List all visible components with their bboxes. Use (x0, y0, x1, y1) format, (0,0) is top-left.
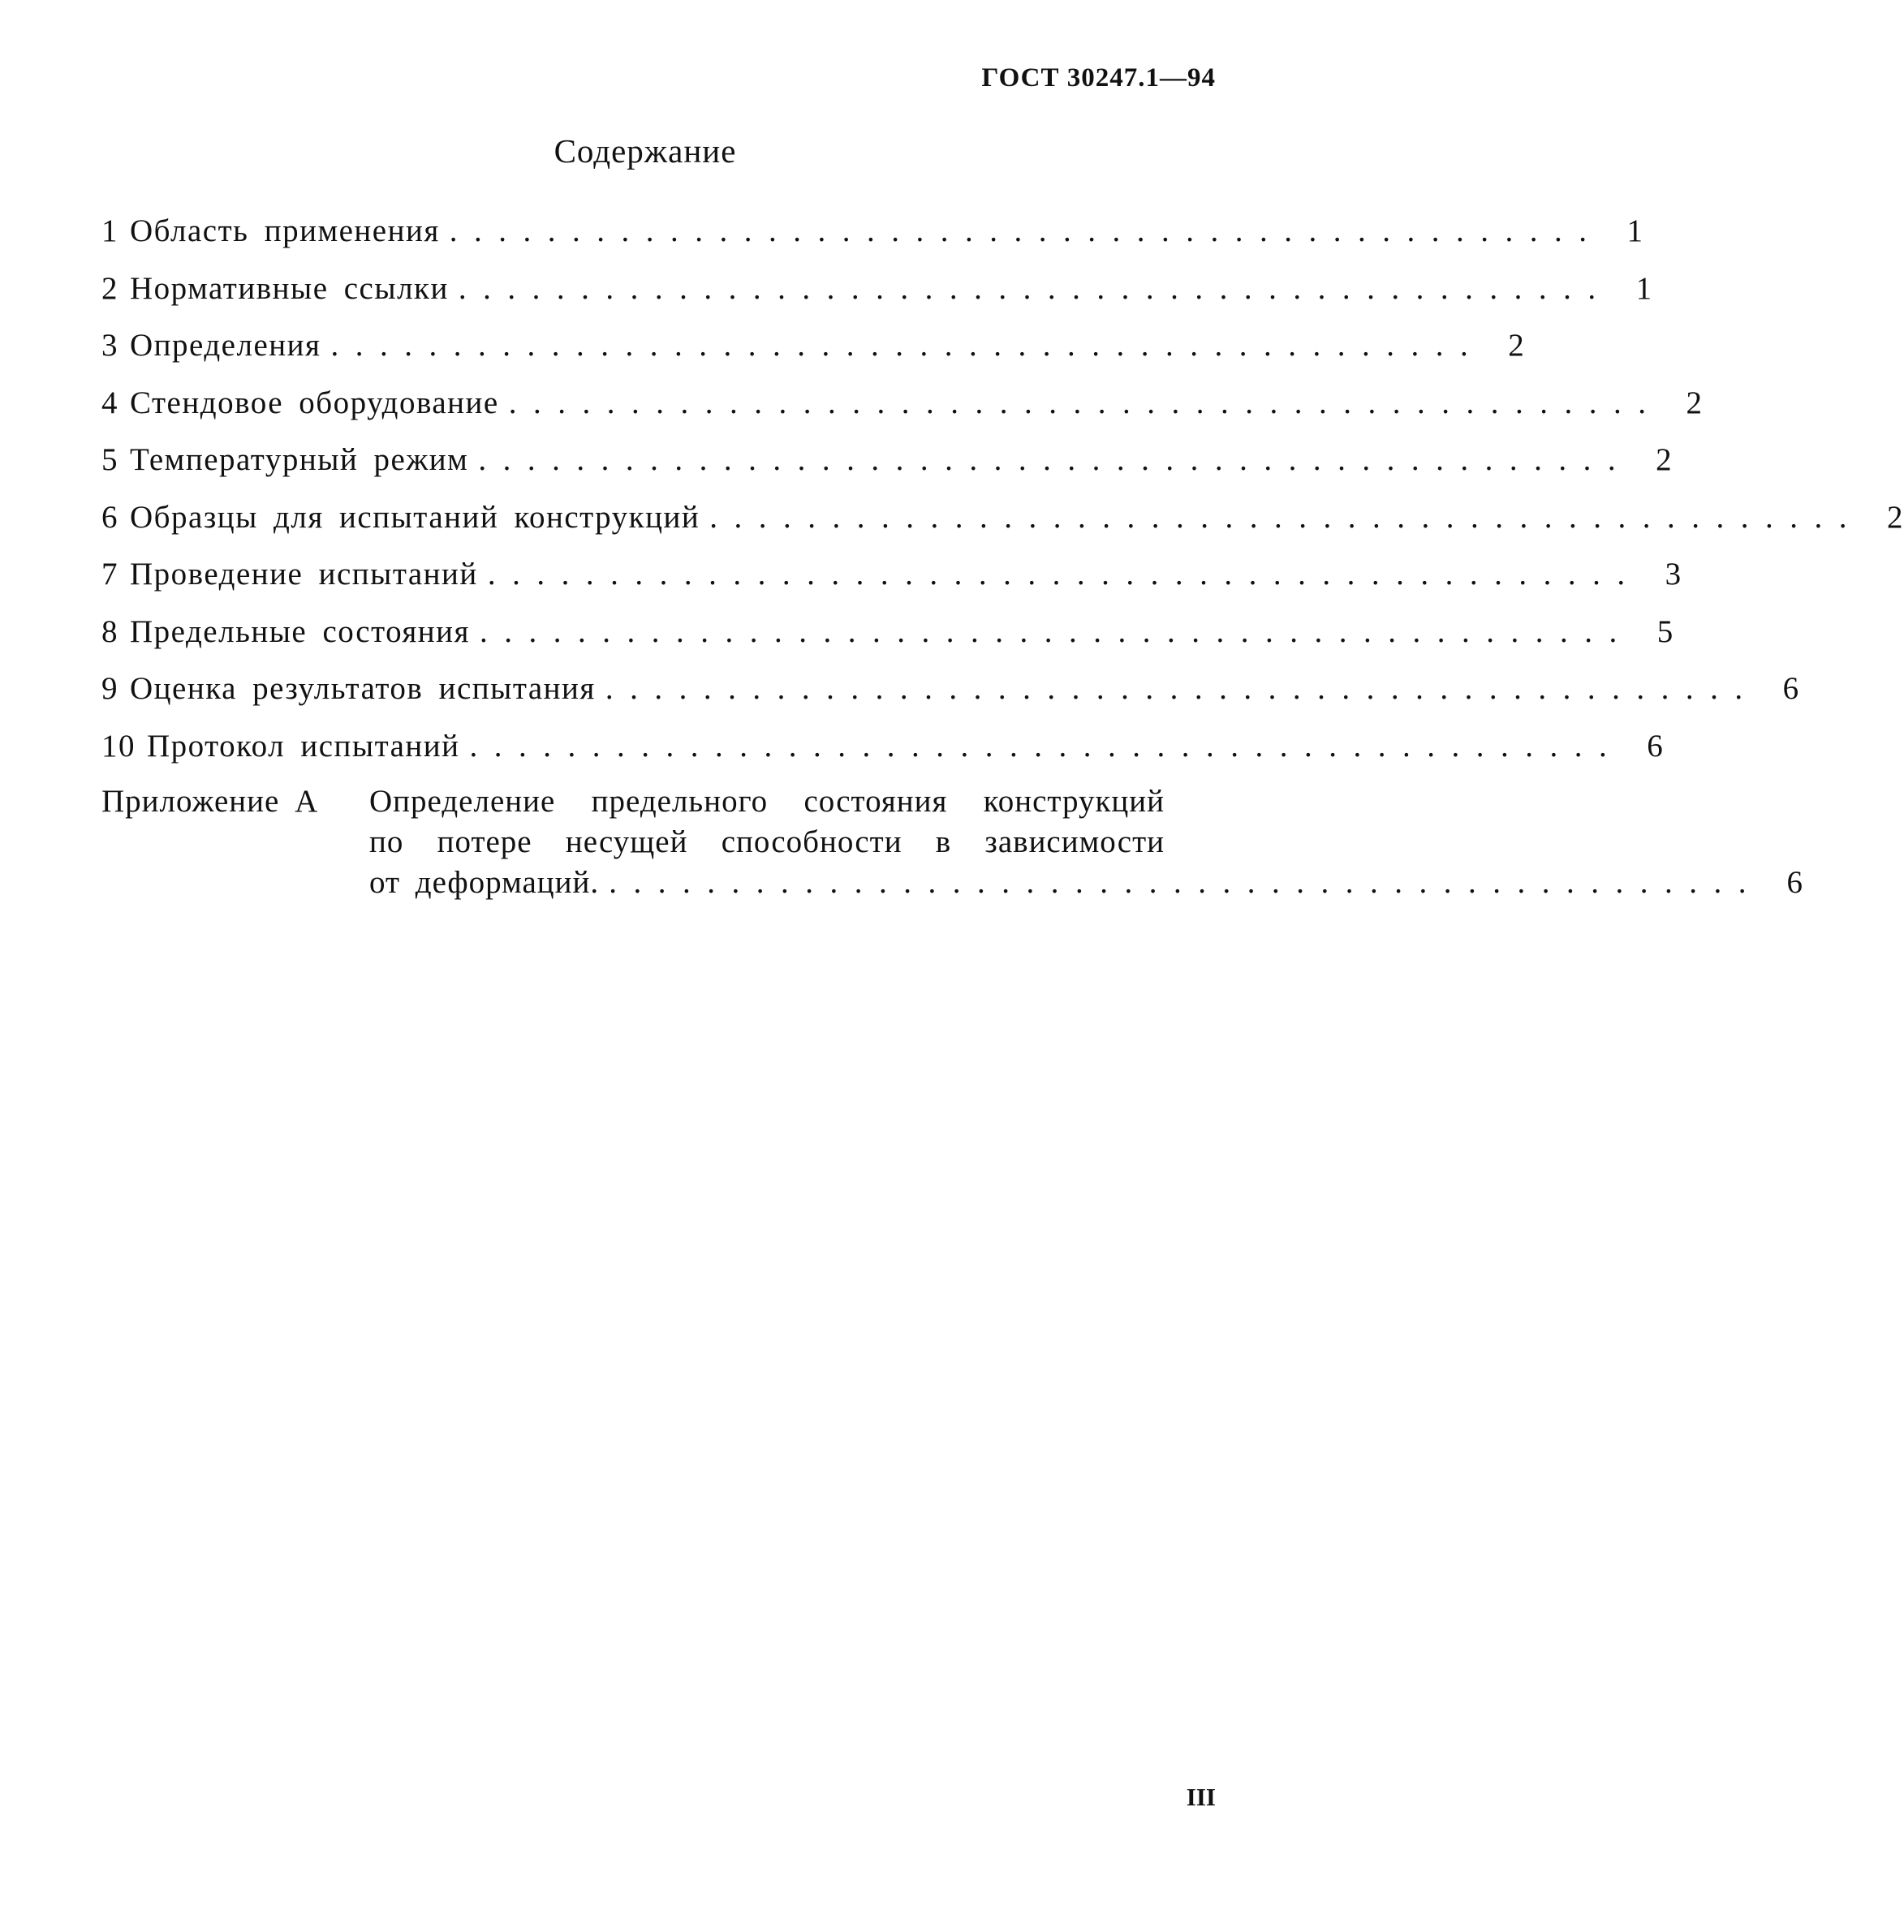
toc-item-label: Определения (130, 328, 321, 363)
toc-item-page: 2 (1508, 328, 1526, 363)
table-of-contents (101, 213, 1904, 785)
toc-item[interactable] (101, 728, 1665, 785)
toc-item-number: 8 (101, 613, 118, 649)
toc-item-label: Оценка результатов испытания (130, 671, 596, 706)
toc-leader-dots: ............................................... (508, 385, 1663, 420)
toc-item[interactable] (101, 556, 1682, 613)
toc-item[interactable] (101, 441, 1674, 499)
toc-appendix[interactable] (101, 783, 1803, 905)
toc-item-number: 9 (101, 671, 118, 706)
toc-item-number: 10 (101, 728, 136, 764)
toc-item-page: 1 (1626, 213, 1644, 248)
toc-item-number: 4 (101, 385, 118, 420)
toc-item-label: Образцы для испытаний конструкций (130, 499, 700, 535)
toc-item[interactable] (101, 499, 1904, 557)
toc-item-page: 6 (1647, 728, 1665, 764)
toc-leader-dots: ............................................... (609, 865, 1763, 900)
toc-item-page: 2 (1886, 499, 1904, 535)
toc-item-label: Стендовое оборудование (130, 385, 499, 420)
toc-item[interactable] (101, 385, 1704, 442)
toc-item[interactable] (101, 213, 1644, 270)
toc-item[interactable] (101, 270, 1653, 328)
toc-item-number: 2 (101, 270, 118, 306)
toc-leader-dots: ............................................... (478, 442, 1633, 477)
toc-item-label: Проведение испытаний (130, 557, 478, 592)
toc-item[interactable] (101, 670, 1800, 728)
appendix-title-line: Определение предельного состояния конструкций (369, 784, 1165, 819)
toc-item-label: Область применения (130, 213, 440, 248)
toc-item-label: Температурный режим (130, 442, 469, 477)
toc-item-number: 6 (101, 499, 118, 535)
toc-item[interactable] (101, 613, 1674, 671)
toc-leader-dots: ............................................... (469, 728, 1624, 764)
toc-leader-dots: ............................................... (449, 213, 1604, 248)
appendix-title-line: по потере несущей способности в зависимости (369, 824, 1165, 859)
toc-item-number: 7 (101, 557, 118, 592)
toc-item-number: 5 (101, 442, 118, 477)
toc-leader-dots: ............................................... (709, 499, 1863, 535)
toc-leader-dots: ............................................... (605, 671, 1760, 706)
toc-item-label: Предельные состояния (130, 613, 470, 649)
toc-item-page: 3 (1665, 557, 1682, 592)
appendix-title-line: от деформаций. (369, 865, 600, 900)
toc-item-page: 1 (1635, 270, 1653, 306)
toc-item-page: 2 (1656, 442, 1674, 477)
appendix-page: 6 (1786, 865, 1803, 900)
toc-item-page: 2 (1686, 385, 1704, 420)
appendix-label: Приложение А (101, 784, 319, 819)
toc-leader-dots: ............................................... (330, 328, 1485, 363)
toc-leader-dots: ............................................... (480, 613, 1634, 649)
toc-item-page: 5 (1656, 613, 1674, 649)
document-code: ГОСТ 30247.1—94 (981, 63, 1216, 93)
page-number: III (1186, 1783, 1216, 1811)
toc-item-page: 6 (1782, 671, 1800, 706)
toc-item-label: Нормативные ссылки (130, 270, 449, 306)
toc-item-number: 3 (101, 328, 118, 363)
toc-item-number: 1 (101, 213, 118, 248)
toc-item[interactable] (101, 327, 1526, 385)
toc-title: Содержание (554, 132, 737, 170)
toc-item-label: Протокол испытаний (147, 728, 460, 764)
toc-leader-dots: ............................................... (487, 557, 1642, 592)
toc-leader-dots: ............................................... (458, 270, 1613, 306)
